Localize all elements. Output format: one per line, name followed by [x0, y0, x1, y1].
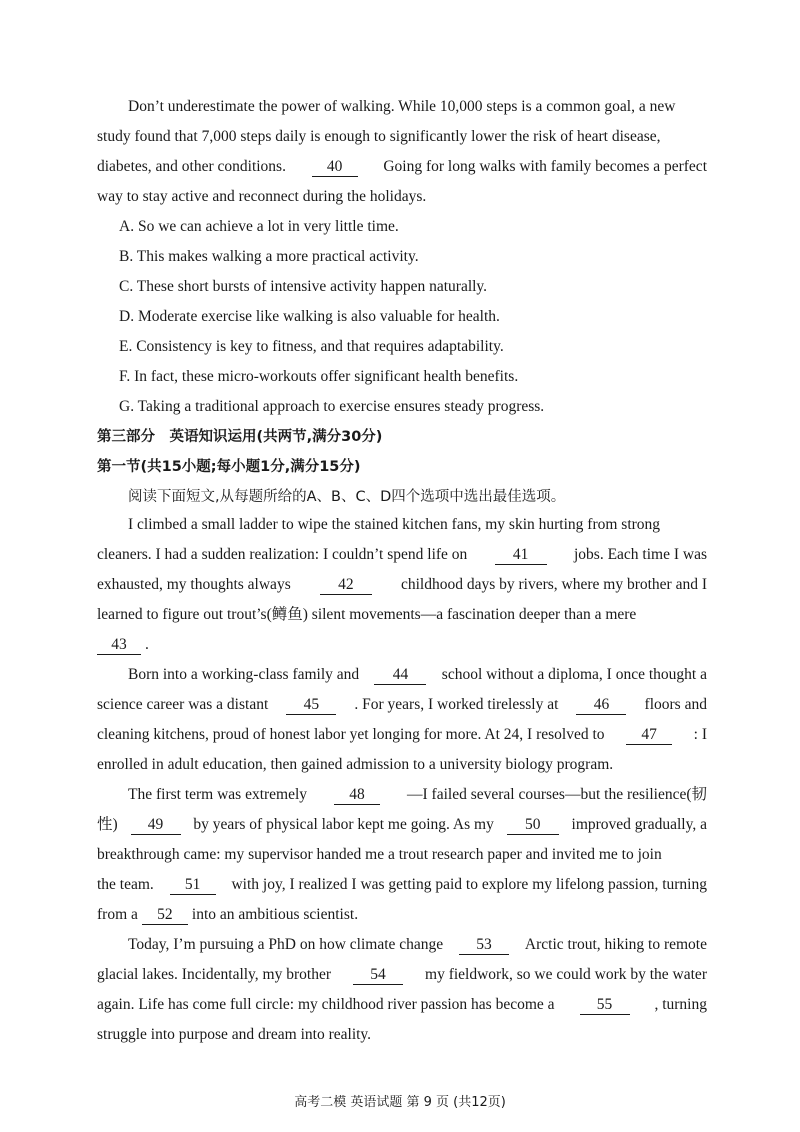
blank-46: 46	[576, 696, 626, 715]
blank-55: 55	[580, 996, 630, 1015]
blank-53: 53	[459, 936, 509, 955]
story-line: the team. 51 with joy, I realized I was getting paid to explore my lifelong passion, turning	[97, 876, 707, 893]
passage-line	[97, 187, 707, 207]
option-b: B. This makes walking a more practical activity.	[119, 248, 419, 265]
story-line: 43 .	[97, 635, 707, 655]
blank-40: 40	[312, 158, 358, 177]
section-heading: 第三部分 英语知识运用(共两节,满分30分)	[97, 429, 383, 445]
blank-49: 49	[131, 816, 181, 835]
passage-text: diabetes, and other conditions.	[97, 158, 286, 175]
blank-42: 42	[320, 576, 372, 595]
story-line: struggle into purpose and dream into reality.	[97, 1026, 372, 1043]
blank-45: 45	[286, 696, 336, 715]
story-line: science career was a distant 45 . For years, I worked tirelessly at 46 floors and	[97, 696, 707, 713]
passage-line	[97, 127, 707, 147]
story-line: I climbed a small ladder to wipe the stained kitchen fans, my skin hurting from strong	[128, 516, 661, 533]
blank-41: 41	[495, 546, 547, 565]
passage-line	[128, 97, 707, 117]
story-line: breakthrough came: my supervisor handed me a trout research paper and invited me to join	[97, 846, 662, 863]
story-line: cleaning kitchens, proud of honest labor yet longing for more. At 24, I resolved to 47 : I	[97, 726, 707, 743]
story-line: Today, I’m pursuing a PhD on how climate change 53 Arctic trout, hiking to remote	[128, 936, 707, 953]
passage-text: way to stay active and reconnect during the holidays.	[97, 188, 427, 205]
story-line: enrolled in adult education, then gained admission to a university biology program.	[97, 756, 614, 773]
story-line: The first term was extremely 48 —I failed several courses—but the resilience(韧	[128, 786, 707, 803]
option-f: F. In fact, these micro-workouts offer significant health benefits.	[119, 368, 519, 385]
story-line: Born into a working-class family and 44 school without a diploma, I once thought a	[128, 666, 707, 683]
passage-line	[97, 157, 707, 177]
option-g: G. Taking a traditional approach to exercise ensures steady progress.	[119, 398, 545, 415]
story-line: again. Life has come full circle: my childhood river passion has become a 55 , turning	[97, 996, 707, 1013]
blank-43: 43	[97, 636, 141, 655]
story-line: glacial lakes. Incidentally, my brother 54 my fieldwork, so we could work by the water	[97, 966, 707, 983]
passage-text: Don’t underestimate the power of walking. While 10,000 steps is a common goal, a new	[128, 98, 676, 115]
subsection-heading: 第一节(共15小题;每小题1分,满分15分)	[97, 459, 361, 475]
option-d: D. Moderate exercise like walking is also valuable for health.	[119, 308, 500, 325]
option-e: E. Consistency is key to fitness, and that requires adaptability.	[119, 338, 504, 355]
passage-text: Going for long walks with family becomes a perfect	[383, 158, 707, 175]
blank-54: 54	[353, 966, 403, 985]
page-footer: 高考二模 英语试题 第 9 页 (共12页)	[294, 1095, 506, 1110]
instruction: 阅读下面短文,从每题所给的A、B、C、D四个选项中选出最佳选项。	[128, 489, 566, 505]
blank-52: 52	[142, 906, 188, 925]
option-a: A. So we can achieve a lot in very little time.	[119, 218, 399, 235]
blank-50: 50	[507, 816, 559, 835]
blank-48: 48	[334, 786, 380, 805]
story-line: learned to figure out trout’s(鳟鱼) silent movements—a fascination deeper than a mere	[97, 606, 637, 623]
blank-44: 44	[374, 666, 426, 685]
passage-text: study found that 7,000 steps daily is enough to significantly lower the risk of heart disease,	[97, 128, 661, 145]
story-line: cleaners. I had a sudden realization: I couldn’t spend life on 41 jobs. Each time I was	[97, 546, 707, 563]
blank-51: 51	[170, 876, 216, 895]
story-line: 性) 49 by years of physical labor kept me going. As my 50 improved gradually, a	[97, 816, 707, 833]
option-c: C. These short bursts of intensive activity happen naturally.	[119, 278, 488, 295]
blank-47: 47	[626, 726, 672, 745]
story-line: exhausted, my thoughts always 42 childhood days by rivers, where my brother and I	[97, 576, 707, 593]
story-line: from a 52 into an ambitious scientist.	[97, 906, 359, 923]
